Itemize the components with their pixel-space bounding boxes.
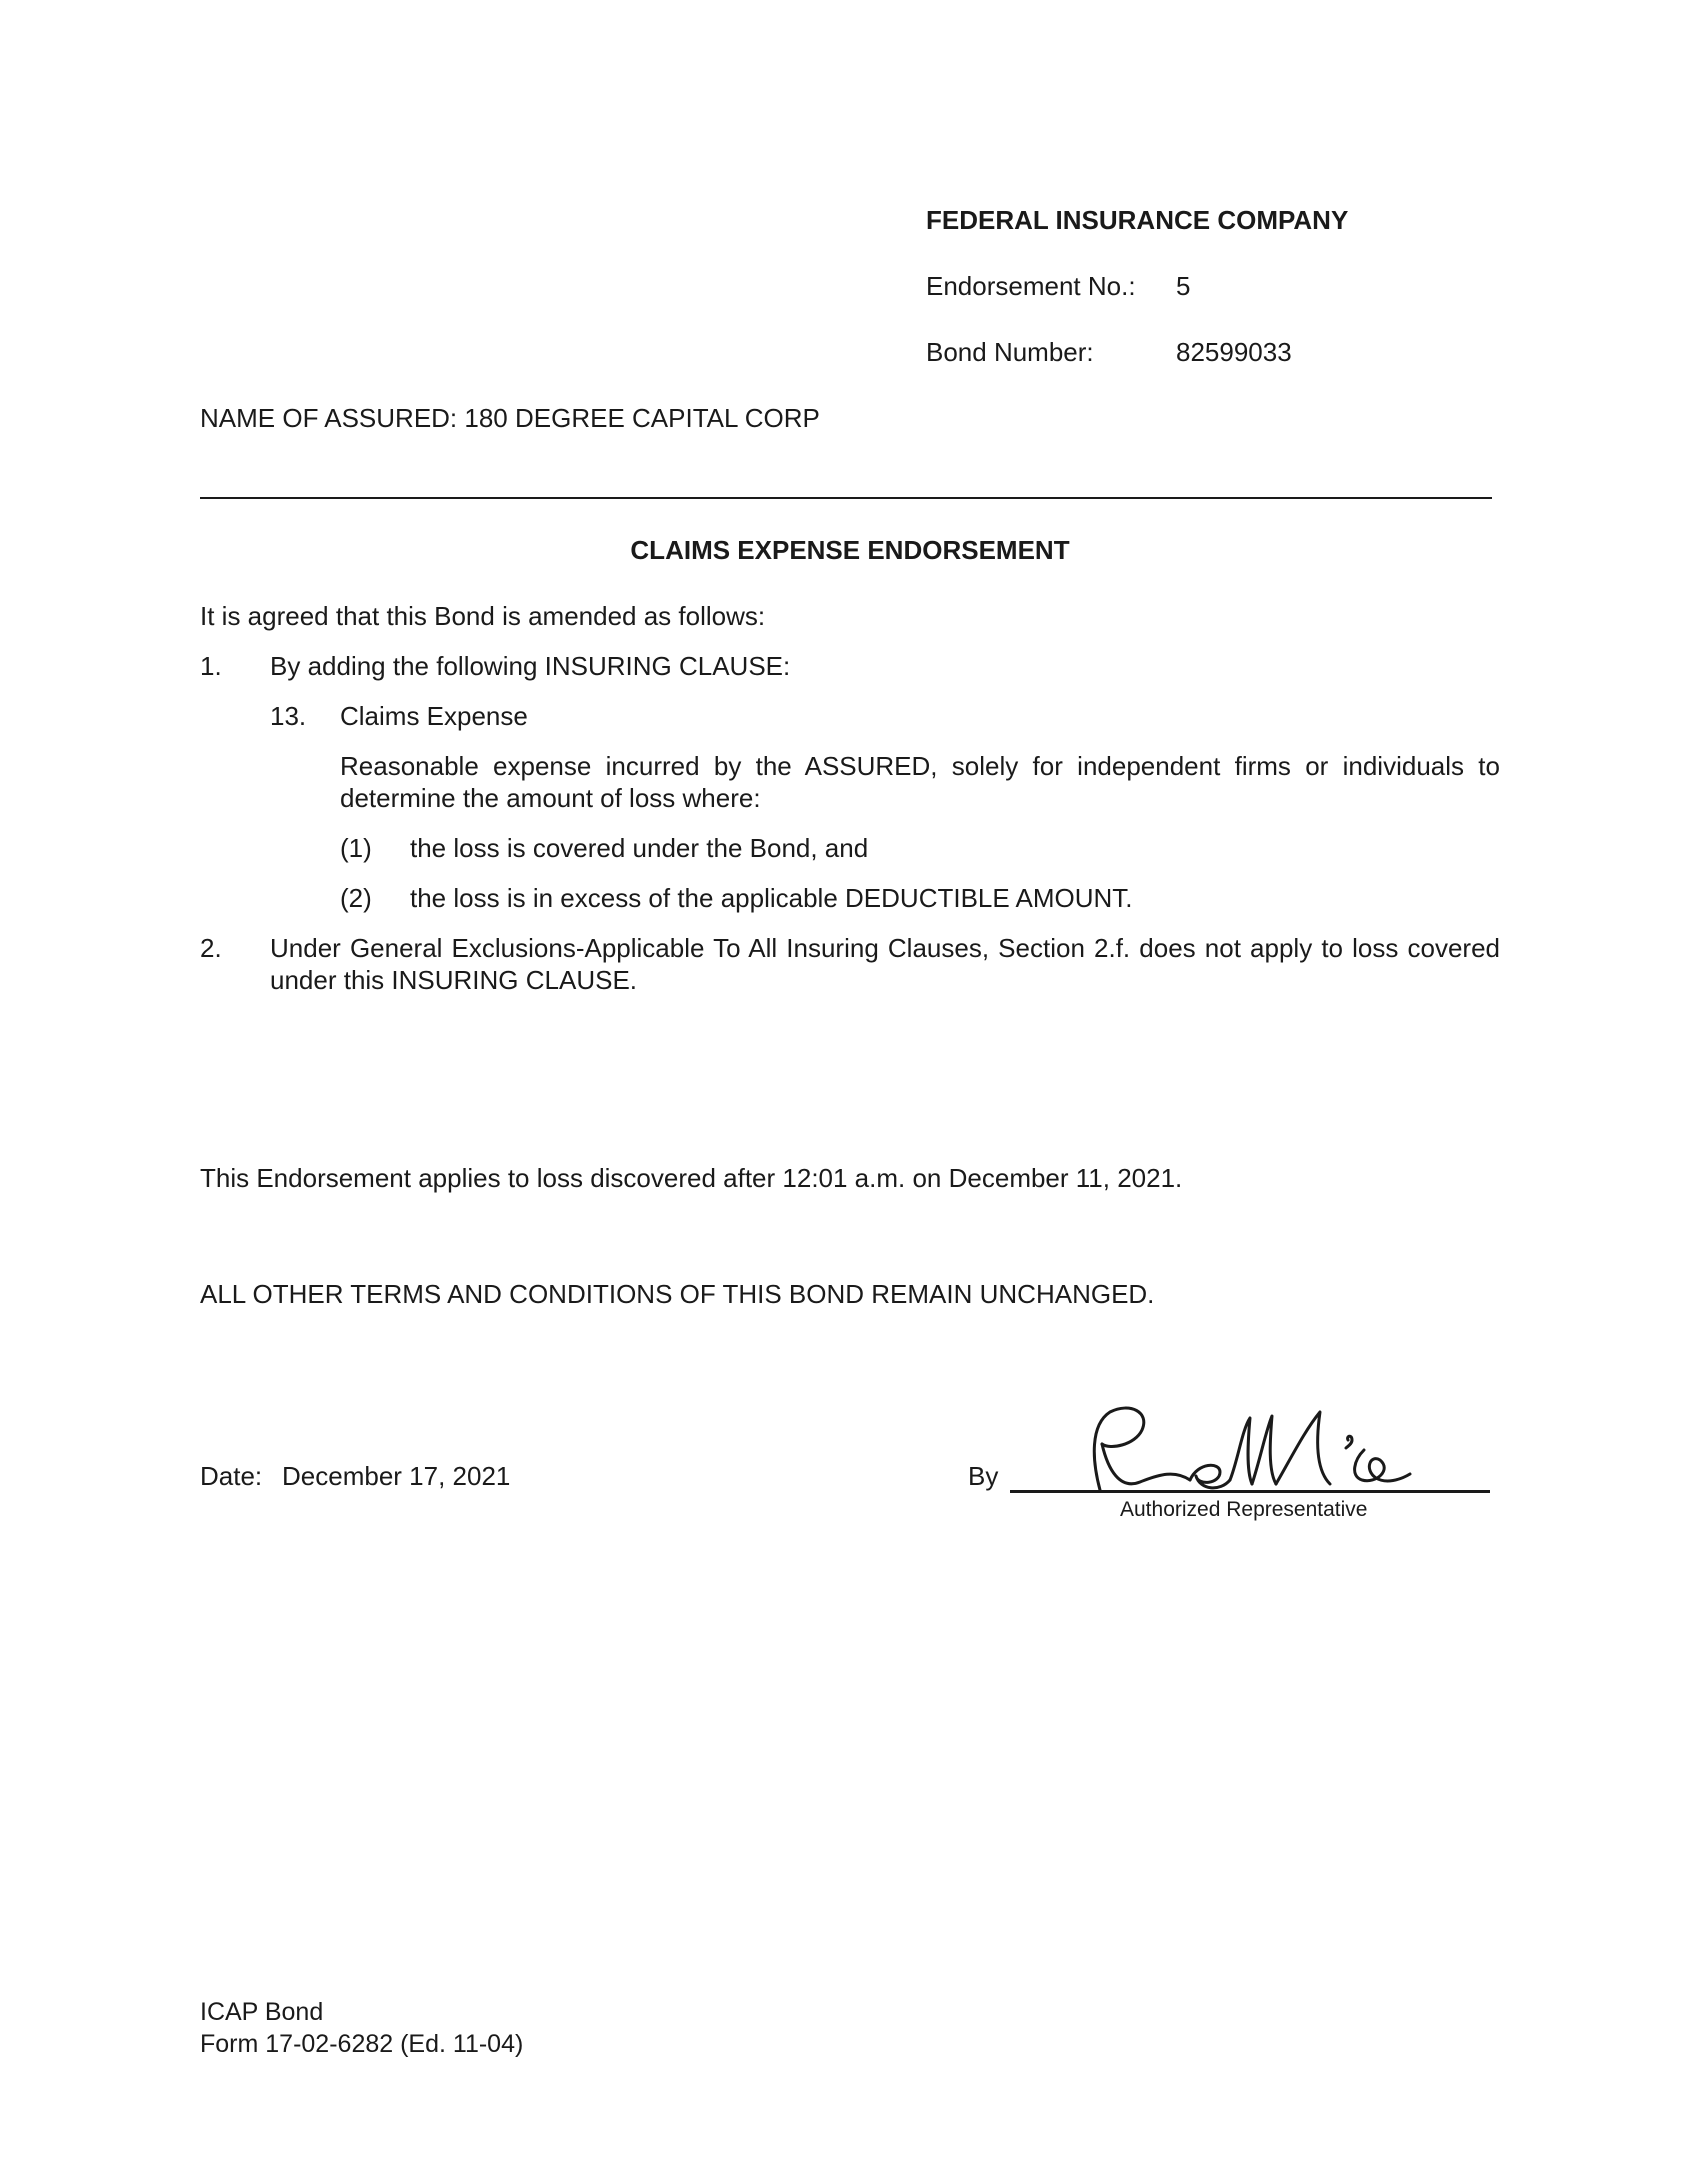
footer-bond-type: ICAP Bond — [200, 1998, 324, 2026]
condition-1-text: the loss is covered under the Bond, and — [410, 833, 869, 863]
condition-1-number: (1) — [340, 833, 372, 863]
clause-13-paragraph: Reasonable expense incurred by the ASSURED, solely for independent firms or individuals to determine the amount of loss where: — [340, 751, 1500, 813]
clause-13-number: 13. — [270, 701, 307, 731]
item-2-text: Under General Exclusions-Applicable To All Insuring Clauses, Section 2.f. does not apply to loss covered under this INSURING CLAUSE. — [270, 933, 1500, 995]
company-name: FEDERAL INSURANCE COMPANY — [926, 205, 1349, 235]
divider-line — [200, 497, 1492, 499]
endorsement-title: CLAIMS EXPENSE ENDORSEMENT — [630, 535, 1070, 565]
item-1-text: By adding the following INSURING CLAUSE: — [270, 651, 791, 681]
terms-unchanged-statement: ALL OTHER TERMS AND CONDITIONS OF THIS BOND REMAIN UNCHANGED. — [200, 1279, 1155, 1309]
footer-form-number: Form 17-02-6282 (Ed. 11-04) — [200, 2030, 524, 2058]
condition-2-text: the loss is in excess of the applicable DEDUCTIBLE AMOUNT. — [410, 883, 1133, 913]
condition-2-number: (2) — [340, 883, 372, 913]
intro-text: It is agreed that this Bond is amended as follows: — [200, 601, 766, 631]
date-value: December 17, 2021 — [282, 1461, 511, 1491]
signature-line — [1010, 1490, 1490, 1493]
item-2-number: 2. — [200, 933, 222, 963]
endorsement-number-value: 5 — [1176, 271, 1191, 301]
bond-number-value: 82599033 — [1176, 337, 1292, 367]
endorsement-number-label: Endorsement No.: — [926, 271, 1136, 301]
bond-number-label: Bond Number: — [926, 337, 1094, 367]
clause-13-title: Claims Expense — [340, 701, 528, 731]
name-of-assured: NAME OF ASSURED: 180 DEGREE CAPITAL CORP — [200, 403, 820, 433]
by-label: By — [968, 1461, 999, 1491]
applies-statement: This Endorsement applies to loss discovered after 12:01 a.m. on December 11, 2021. — [200, 1163, 1183, 1193]
authorized-representative-label: Authorized Representative — [1120, 1498, 1368, 1521]
handwritten-signature — [1080, 1400, 1420, 1500]
date-label: Date: — [200, 1461, 263, 1491]
item-1-number: 1. — [200, 651, 222, 681]
